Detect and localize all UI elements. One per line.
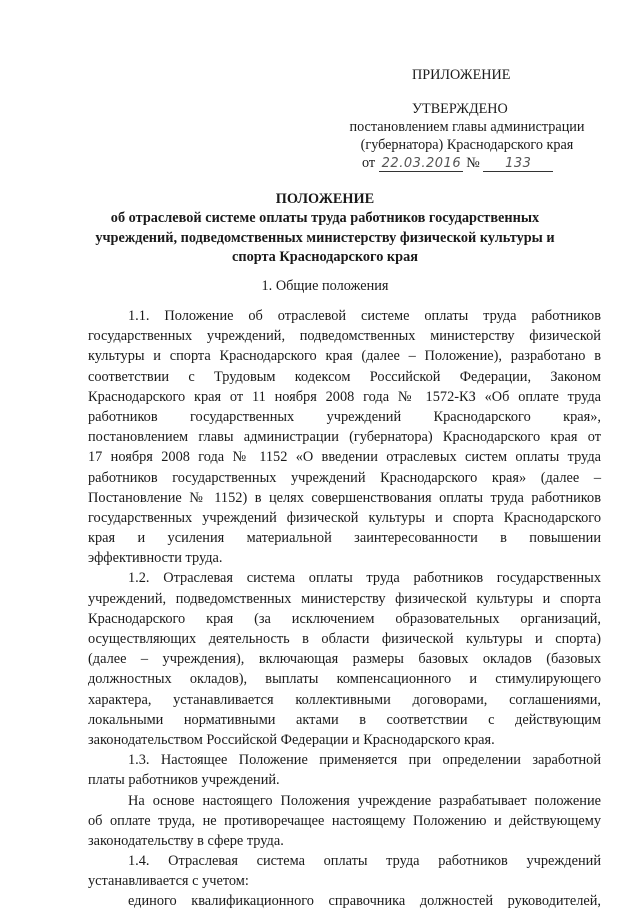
text-line: единого квалификационного справочника должностей руководителей,: [128, 893, 601, 910]
handwritten-date: 22.03.2016: [379, 156, 463, 172]
text-line: законодательству в сфере труда.: [88, 832, 284, 849]
from-label: от: [362, 155, 376, 171]
handwritten-number: 133: [483, 156, 553, 172]
text-line: законодательством Российской Федерации и Краснодарского края.: [88, 731, 495, 748]
text-line: края и усиления материальной заинтересованности в повышении: [88, 530, 601, 547]
title-line-4: спорта Краснодарского края: [231, 249, 418, 265]
text-line: устанавливается с учетом:: [88, 873, 249, 890]
title-line-2: об отраслевой системе оплаты труда работников государственных: [110, 210, 540, 226]
text-line: государственных учреждений, подведомственных министерству физической: [88, 328, 601, 345]
document-title: ПОЛОЖЕНИЕ: [275, 191, 375, 207]
text-line: должностных окладов), выплаты компенсационного и стимулирующего: [88, 671, 601, 688]
text-line: работников государственных учреждений Краснодарского края»,: [88, 408, 601, 425]
text-line: Краснодарского края (за исключением образовательных организаций,: [88, 610, 601, 627]
text-line: 17 ноября 2008 года № 1152 «О введении отраслевых систем оплаты труда: [88, 449, 601, 466]
text-line: Краснодарского края от 11 ноября 2008 года № 1572-КЗ «Об оплате труда: [88, 388, 601, 405]
decree-line-1: постановлением главы администрации: [349, 119, 585, 135]
text-line: характера, устанавливается коллективными договорами, соглашениями,: [88, 691, 601, 708]
text-line: культуры и спорта Краснодарского края (далее – Положение), разработано в: [88, 348, 601, 365]
decree-line-2: (губернатора) Краснодарского края: [360, 137, 574, 153]
text-line: государственных учреждений физической культуры и спорта Краснодарского: [88, 509, 601, 526]
text-line: эффективности труда.: [88, 550, 223, 567]
section-heading: 1. Общие положения: [261, 278, 389, 294]
text-line: платы работников учреждений.: [88, 772, 280, 789]
decree-date-line: [362, 154, 612, 173]
title-line-3: учреждений, подведомственных министерству физической культуры и: [95, 229, 555, 246]
text-line: соответствии с Трудовым кодексом Российской Федерации, Законом: [88, 368, 601, 385]
text-line: Постановление № 1152) в целях совершенствования оплаты труда работников: [88, 489, 601, 506]
text-line: об оплате труда, не противоречащее настоящему Положению и действующему: [88, 812, 601, 829]
text-line: постановлением главы администрации (губернатора) Краснодарского края от: [88, 429, 601, 446]
text-line: учреждений, подведомственных министерству физической культуры и спорта: [88, 590, 601, 607]
text-line: На основе настоящего Положения учреждение разрабатывает положение: [128, 792, 601, 809]
number-label: №: [466, 155, 480, 171]
text-line: 1.2. Отраслевая система оплаты труда работников государственных: [128, 570, 601, 587]
text-line: работников государственных учреждений Краснодарского края» (далее –: [88, 469, 601, 486]
text-line: 1.3. Настоящее Положение применяется при определении заработной: [128, 752, 601, 769]
text-line: 1.4. Отраслевая система оплаты труда работников учреждений: [128, 853, 601, 870]
text-line: локальными нормативными актами в соответствии с действующим: [88, 711, 601, 728]
appendix-label: ПРИЛОЖЕНИЕ: [412, 67, 511, 83]
text-line: 1.1. Положение об отраслевой системе оплаты труда работников: [128, 308, 601, 324]
approved-label: УТВЕРЖДЕНО: [412, 101, 508, 117]
text-line: осуществляющих деятельность в области физической культуры и спорта): [88, 631, 601, 647]
body-text: [88, 306, 601, 912]
text-line: (далее – учреждения), включающая размеры базовых окладов (базовых: [88, 651, 601, 668]
